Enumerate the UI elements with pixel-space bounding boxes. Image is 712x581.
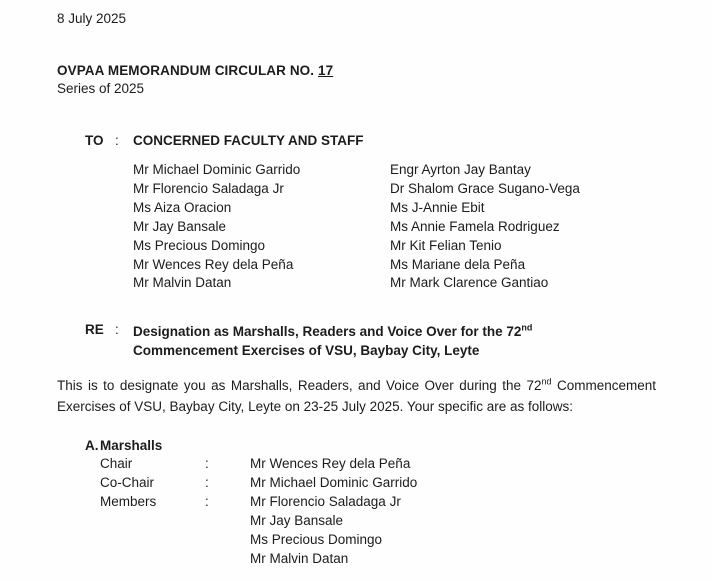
role-label: Chair: [100, 456, 133, 472]
recipient-name: Engr Ayrton Jay Bantay: [390, 162, 531, 177]
to-row: [57, 133, 656, 148]
recipient-name: Ms Mariane dela Peña: [390, 256, 526, 272]
to-label: TO: [85, 133, 104, 148]
re-subject-text: Designation as Marshalls, Readers and Voice Over for the 72: [133, 324, 522, 340]
member-name: Ms Precious Domingo: [250, 531, 383, 547]
memo-number: 17: [318, 63, 334, 78]
recipient-name: Mr Malvin Datan: [133, 275, 232, 291]
ordinal-suffix: nd: [521, 322, 533, 333]
recipient-column-left: [133, 161, 390, 293]
body-text-part1: This is to designate you as Marshalls, Readers, and Voice Over during the 72: [57, 378, 542, 394]
role-colon: :: [205, 456, 209, 472]
to-value: CONCERNED FACULTY AND STAFF: [133, 133, 364, 148]
memo-title-text: OVPAA MEMORANDUM CIRCULAR NO.: [57, 63, 318, 78]
role-name: Mr Wences Rey dela Peña: [250, 456, 411, 472]
recipient-name: Ms J-Annie Ebit: [390, 199, 485, 215]
recipient-name: Dr Shalom Grace Sugano-Vega: [390, 180, 580, 196]
marshalls-section-heading: [57, 438, 656, 453]
role-name: Mr Michael Dominic Garrido: [250, 475, 418, 491]
body-text-part2: Commencement Exercises of VSU, Baybay City, Leyte on 23-25 July 2025. Your specific are as follows:: [57, 378, 656, 415]
member-name: Mr Jay Bansale: [250, 513, 344, 529]
memo-date: 8 July 2025: [57, 11, 127, 26]
recipient-column-right: [390, 161, 580, 293]
recipient-name: Ms Aiza Oracion: [133, 199, 232, 215]
ordinal-suffix: nd: [541, 376, 552, 387]
memo-series: Series of 2025: [57, 81, 145, 96]
recipient-name: Mr Wences Rey dela Peña: [133, 256, 294, 272]
re-label: RE: [85, 322, 104, 338]
role-row: [57, 455, 656, 474]
role-colon: :: [205, 494, 209, 510]
re-subject-line1: [133, 322, 532, 341]
section-title: Marshalls: [100, 438, 163, 454]
role-row: [57, 474, 656, 493]
re-row: [57, 322, 656, 360]
body-paragraph: [57, 375, 656, 417]
re-subject-line2: Commencement Exercises of VSU, Baybay City, Leyte: [133, 343, 480, 359]
memo-title: [57, 63, 656, 78]
role-label: Co-Chair: [100, 475, 155, 491]
role-label: Members: [100, 494, 157, 510]
role-colon: :: [205, 475, 209, 491]
re-colon: :: [115, 322, 119, 338]
recipient-name: Mr Michael Dominic Garrido: [133, 162, 301, 177]
marshalls-role-list: [57, 455, 656, 568]
section-letter: A.: [85, 438, 99, 454]
member-name: Mr Malvin Datan: [250, 550, 349, 566]
recipient-name: Mr Mark Clarence Gantiao: [390, 275, 549, 291]
recipient-list: [133, 161, 656, 293]
re-subject: [133, 322, 532, 360]
memo-title-block: [57, 63, 656, 96]
recipient-name: Mr Florencio Saladaga Jr: [133, 180, 284, 196]
recipient-name: Mr Jay Bansale: [133, 218, 227, 234]
to-colon: :: [115, 133, 119, 148]
recipient-name: Ms Precious Domingo: [133, 237, 266, 253]
role-row: [57, 493, 656, 512]
role-name: Mr Florencio Saladaga Jr: [250, 494, 401, 510]
recipient-name: Mr Kit Felian Tenio: [390, 237, 502, 253]
recipient-name: Ms Annie Famela Rodriguez: [390, 218, 560, 234]
